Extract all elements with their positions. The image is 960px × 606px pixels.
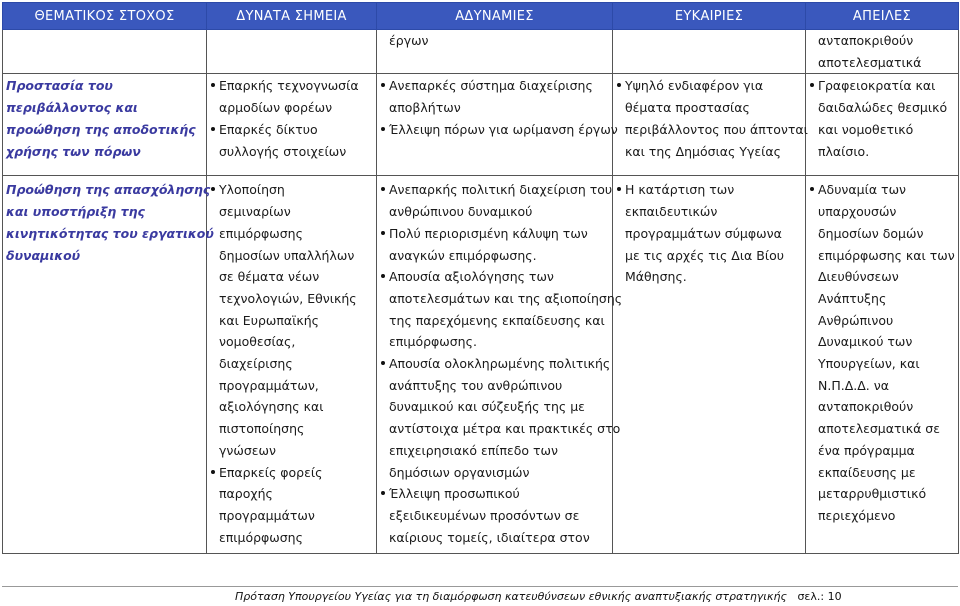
cell-line: προγραμμάτων σύμφωνα: [625, 225, 782, 241]
cell-line: εκπαίδευσης με: [818, 464, 916, 480]
cell-line: ανθρώπινου δυναμικού: [389, 204, 533, 220]
cell-line: εξειδικευμένων προσόντων σε: [389, 507, 580, 523]
strengths-cell: [207, 30, 377, 74]
cell-line: προγραμμάτων,: [219, 377, 319, 393]
cell-line: εκπαιδευτικών: [625, 204, 718, 220]
cell-line: θέματα προστασίας: [625, 100, 750, 116]
swot-table: [2, 2, 959, 554]
cell-line: της παρεχόμενης εκπαίδευσης και: [389, 312, 605, 328]
cell-line: και της Δημόσιας Υγείας: [625, 143, 781, 159]
theme-line: προώθηση της αποδοτικής: [6, 121, 196, 137]
cell-line: δημοσίων υπαλλήλων: [219, 247, 355, 263]
theme-line: κινητικότητας του εργατικού: [6, 225, 214, 241]
cell-line: πιστοποίησης: [219, 421, 305, 437]
theme-cell: [3, 30, 207, 74]
cell-line: σε θέματα νέων: [219, 269, 320, 285]
cell-line: πλαίσιο.: [818, 143, 870, 159]
cell-line: αρμοδίων φορέων: [219, 100, 333, 116]
cell-line: νομοθεσίας,: [219, 334, 296, 350]
cell-line: Υπουργείων, και: [818, 356, 920, 372]
cell-line: συλλογής στοιχείων: [219, 143, 347, 159]
cell-line: υπαρχουσών: [818, 204, 897, 220]
theme-line: Προώθηση της απασχόλησης: [6, 182, 211, 198]
cell-line: Ανάπτυξης: [818, 290, 887, 306]
cell-line: δυναμικού και σύζευξής της με: [389, 399, 585, 415]
bullet-item: Πολύ περιορισμένη κάλυψη των: [380, 223, 609, 245]
cell-line: και Ευρωπαϊκής: [219, 312, 319, 328]
cell-line: αποτελεσμάτων και της αξιοποίησης: [389, 290, 623, 306]
cell-line: Ν.Π.Δ.Δ. να: [818, 377, 889, 393]
opportunities-cell: [613, 176, 806, 554]
header-opportunities: ΕΥΚΑΙΡΙΕΣ: [613, 3, 806, 30]
cell-line: με τις αρχές τις Δια Βίου: [625, 247, 784, 263]
table-row: [3, 176, 959, 554]
opportunities-cell: [613, 74, 806, 176]
page-footer: [235, 590, 842, 603]
strengths-cell: [207, 176, 377, 554]
cell-line: σεμιναρίων: [219, 204, 291, 220]
cell-line: δαιδαλώδες θεσμικό: [818, 100, 948, 116]
weaknesses-cell: [377, 30, 613, 74]
bullet-item: Απουσία αξιολόγησης των: [380, 266, 609, 288]
cell-line: επιμόρφωσης: [219, 529, 303, 545]
cell-line: επιμόρφωσης.: [389, 334, 477, 350]
cell-line: προγραμμάτων: [219, 507, 315, 523]
cell-line: περιεχόμενο: [818, 507, 896, 523]
cell-line: τεχνολογιών, Εθνικής: [219, 290, 357, 306]
weaknesses-cell: [377, 176, 623, 554]
bullet-item: Επαρκές δίκτυο: [210, 119, 373, 141]
threats-cell: [806, 30, 959, 74]
theme-line: χρήσης των πόρων: [6, 143, 141, 159]
cell-line: ένα πρόγραμμα: [818, 442, 915, 458]
bullet-item: Υψηλό ενδιαφέρον για: [616, 75, 802, 97]
footer-divider: [2, 586, 958, 587]
header-weaknesses: ΑΔΥΝΑΜΙΕΣ: [377, 3, 613, 30]
bullet-item: Επαρκείς φορείς: [210, 462, 373, 484]
bullet-item: Αδυναμία των: [809, 179, 955, 201]
theme-cell: [3, 74, 207, 176]
bullet-item: Γραφειοκρατία και: [809, 75, 955, 97]
weaknesses-cell: [377, 74, 618, 176]
cell-line: περιβάλλοντος που άπτονται: [625, 121, 808, 137]
theme-line: περιβάλλοντος και: [6, 100, 138, 116]
table-row: [3, 74, 959, 176]
opportunities-cell: [613, 30, 806, 74]
header-row: [3, 3, 959, 30]
bullet-item: Ανεπαρκές σύστημα διαχείρισης: [380, 75, 609, 97]
header-strengths: ΔΥΝΑΤΑ ΣΗΜΕΙΑ: [207, 3, 377, 30]
cell-line: ανάπτυξης του ανθρώπινου: [389, 377, 563, 393]
cell-line: αντίστοιχα μέτρα και πρακτικές στο: [389, 421, 621, 437]
cell-line: καίριους τομείς, ιδιαίτερα στον: [389, 529, 590, 545]
cell-line: αποβλήτων: [389, 100, 461, 116]
bullet-item: Επαρκής τεχνογνωσία: [210, 75, 373, 97]
cell-line: ανταποκριθούν: [818, 33, 914, 48]
cell-line: παροχής: [219, 486, 273, 502]
page-number: σελ.: 10: [797, 590, 842, 603]
theme-line: και υποστήριξη της: [6, 204, 145, 220]
bullet-item: Έλλειψη προσωπικού: [380, 483, 609, 505]
bullet-item: Ανεπαρκής πολιτική διαχείριση του: [380, 179, 609, 201]
cell-line: επιμόρφωσης: [219, 225, 303, 241]
bullet-item: Η κατάρτιση των: [616, 179, 802, 201]
theme-line: δυναμικού: [6, 247, 81, 263]
theme-line: Προστασία του: [6, 78, 113, 94]
cell-line: αποτελεσματικά σε: [818, 421, 940, 437]
bullet-item: Απουσία ολοκληρωμένης πολιτικής: [380, 353, 609, 375]
cell-line: έργων: [389, 33, 429, 48]
bullet-item: Έλλειψη πόρων για ωρίμανση έργων: [380, 119, 609, 141]
cell-line: Διευθύνσεων: [818, 269, 899, 285]
header-thematic-goal: ΘΕΜΑΤΙΚΟΣ ΣΤΟΧΟΣ: [3, 3, 207, 30]
strengths-cell: [207, 74, 377, 176]
header-threats: ΑΠΕΙΛΕΣ: [806, 3, 959, 30]
cell-line: ανταποκριθούν: [818, 399, 914, 415]
cell-line: Ανθρώπινου: [818, 312, 894, 328]
cell-line: μεταρρυθμιστικό: [818, 486, 927, 502]
cell-line: αποτελεσματικά: [818, 54, 922, 70]
cell-line: αναγκών επιμόρφωσης.: [389, 247, 537, 263]
table-row: [3, 30, 959, 74]
theme-cell: [3, 176, 214, 554]
threats-cell: [806, 74, 959, 176]
bullet-item: Υλοποίηση: [210, 179, 373, 201]
cell-line: επιμόρφωσης και των: [818, 247, 955, 263]
cell-line: Δυναμικού των: [818, 334, 913, 350]
footer-text: Πρόταση Υπουργείου Υγείας για τη διαμόρφωση κατευθύνσεων εθνικής αναπτυξιακής στρατηγικής: [235, 590, 787, 603]
cell-line: δημοσίων δομών: [818, 225, 924, 241]
cell-line: γνώσεων: [219, 442, 276, 458]
cell-line: επιχειρησιακό επίπεδο των: [389, 442, 558, 458]
cell-line: Μάθησης.: [625, 269, 687, 285]
threats-cell: [806, 176, 959, 554]
cell-line: διαχείρισης: [219, 356, 293, 372]
cell-line: δημόσιων οργανισμών: [389, 464, 530, 480]
cell-line: και νομοθετικό: [818, 121, 914, 137]
cell-line: αξιολόγησης και: [219, 399, 324, 415]
